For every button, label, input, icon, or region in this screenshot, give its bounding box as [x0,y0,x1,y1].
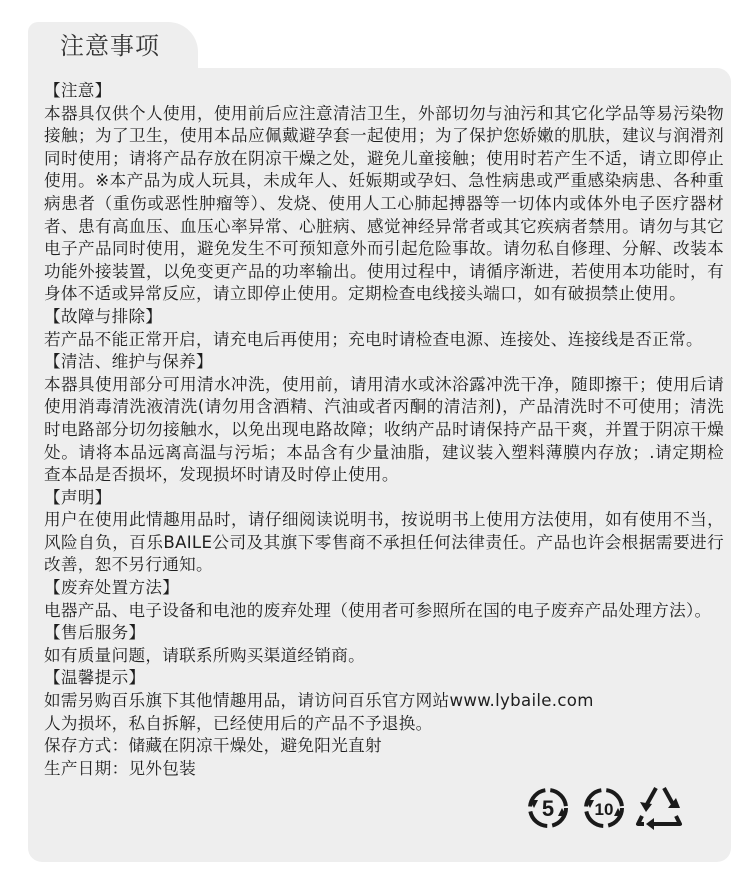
page-title: 注意事项 [60,32,160,60]
section-body-troubleshooting: 若产品不能正常开启，请充电后再使用；充电时请检查电源、连接处、连接线是否正常。 [44,329,703,349]
section-heading-disposal: 【废弃处置方法】 [44,578,180,598]
section-heading-cleaning: 【清洁、维护与保养】 [44,352,213,372]
section-body-tips: 如需另购百乐旗下其他情趣用品，请访问百乐官方网站www.lybaile.com [44,691,594,711]
environmental-icons [524,778,724,838]
section-body-aftersales: 如有质量问题，请联系所购买渠道经销商。 [44,645,365,665]
section-heading-tips: 【温馨提示】 [44,668,146,688]
notice-content [44,80,724,780]
eco-period-5-icon [530,790,566,826]
eco-period-5-label: 5 [541,796,555,821]
return-policy-line: 人为损坏，私自拆解，已经使用后的产品不予退换。 [44,713,433,733]
section-body-statement: 用户在使用此情趣用品时，请仔细阅读说明书，按说明书上使用方法使用，如有使用不当，风险自负，百乐BAILE公司及其旗下零售商不承担任何法律责任。产品也许会根据需要进行改善，恕不另行通知。 [44,510,724,575]
section-heading-statement: 【声明】 [44,487,112,507]
section-heading-notice: 【注意】 [44,81,112,100]
eco-period-10-label: 10 [594,800,614,819]
section-heading-aftersales: 【售后服务】 [44,623,146,643]
section-body-disposal: 电器产品、电子设备和电池的废弃处理（使用者可参照所在国的电子废弃产品处理方法）。 [44,600,712,620]
storage-line: 保存方式：储藏在阴凉干燥处，避免阳光直射 [44,736,382,756]
production-date-line: 生产日期：见外包装 [44,758,197,778]
section-body-notice: 本器具仅供个人使用，使用前后应注意清洁卫生，外部切勿与油污和其它化学品等易污染物接触；为了卫生，使用本品应佩戴避孕套一起使用；为了保护您娇嫩的肌肤，建议与润滑剂同时使用；请将产品存放在阴凉干燥之处，避免儿童接触；使用时若产生不适，请立即停止使用。※本产品为成人玩具，未成年人、妊娠期或孕妇、急性病患或严重感染病患、各种重病患者（重伤或恶性肿瘤等）、发烧、使用人工心肺起搏器等一切体内或体外电子医疗器材者、患有高血压、血压心率异常、心脏病、感觉神经异常者或其它疾病者禁用。请勿与其它电子产品同时使用，避免发生不可预知意外而引起危险事故。请勿私自修理、分解、改装本功能外接装置，以免变更产品的功率输出。使用过程中，请循序渐进，若使用本功能时，有身体不适或异常反应，请立即停止使用。定期检查电线接头端口，如有破损禁止使用。 [44,103,724,304]
eco-period-10-icon [586,790,622,826]
recycle-icon [638,788,680,830]
section-body-cleaning: 本器具使用部分可用清水冲洗，使用前，请用清水或沐浴露冲洗干净，随即擦干；使用后请使用消毒清洗液清洗(请勿用含酒精、汽油或者丙酮的清洁剂)，产品清洗时不可使用；清洗时电路部分切勿接触水，以免出现电路故障；收纳产品时请保持产品干爽，并置于阴凉干燥处。请将本品远离高温与污垢；本品含有少量油脂，建议装入塑料薄膜内存放；.请定期检查本品是否损坏，发现损坏时请及时停止使用。 [44,374,724,485]
section-heading-troubleshooting: 【故障与排除】 [44,306,163,326]
